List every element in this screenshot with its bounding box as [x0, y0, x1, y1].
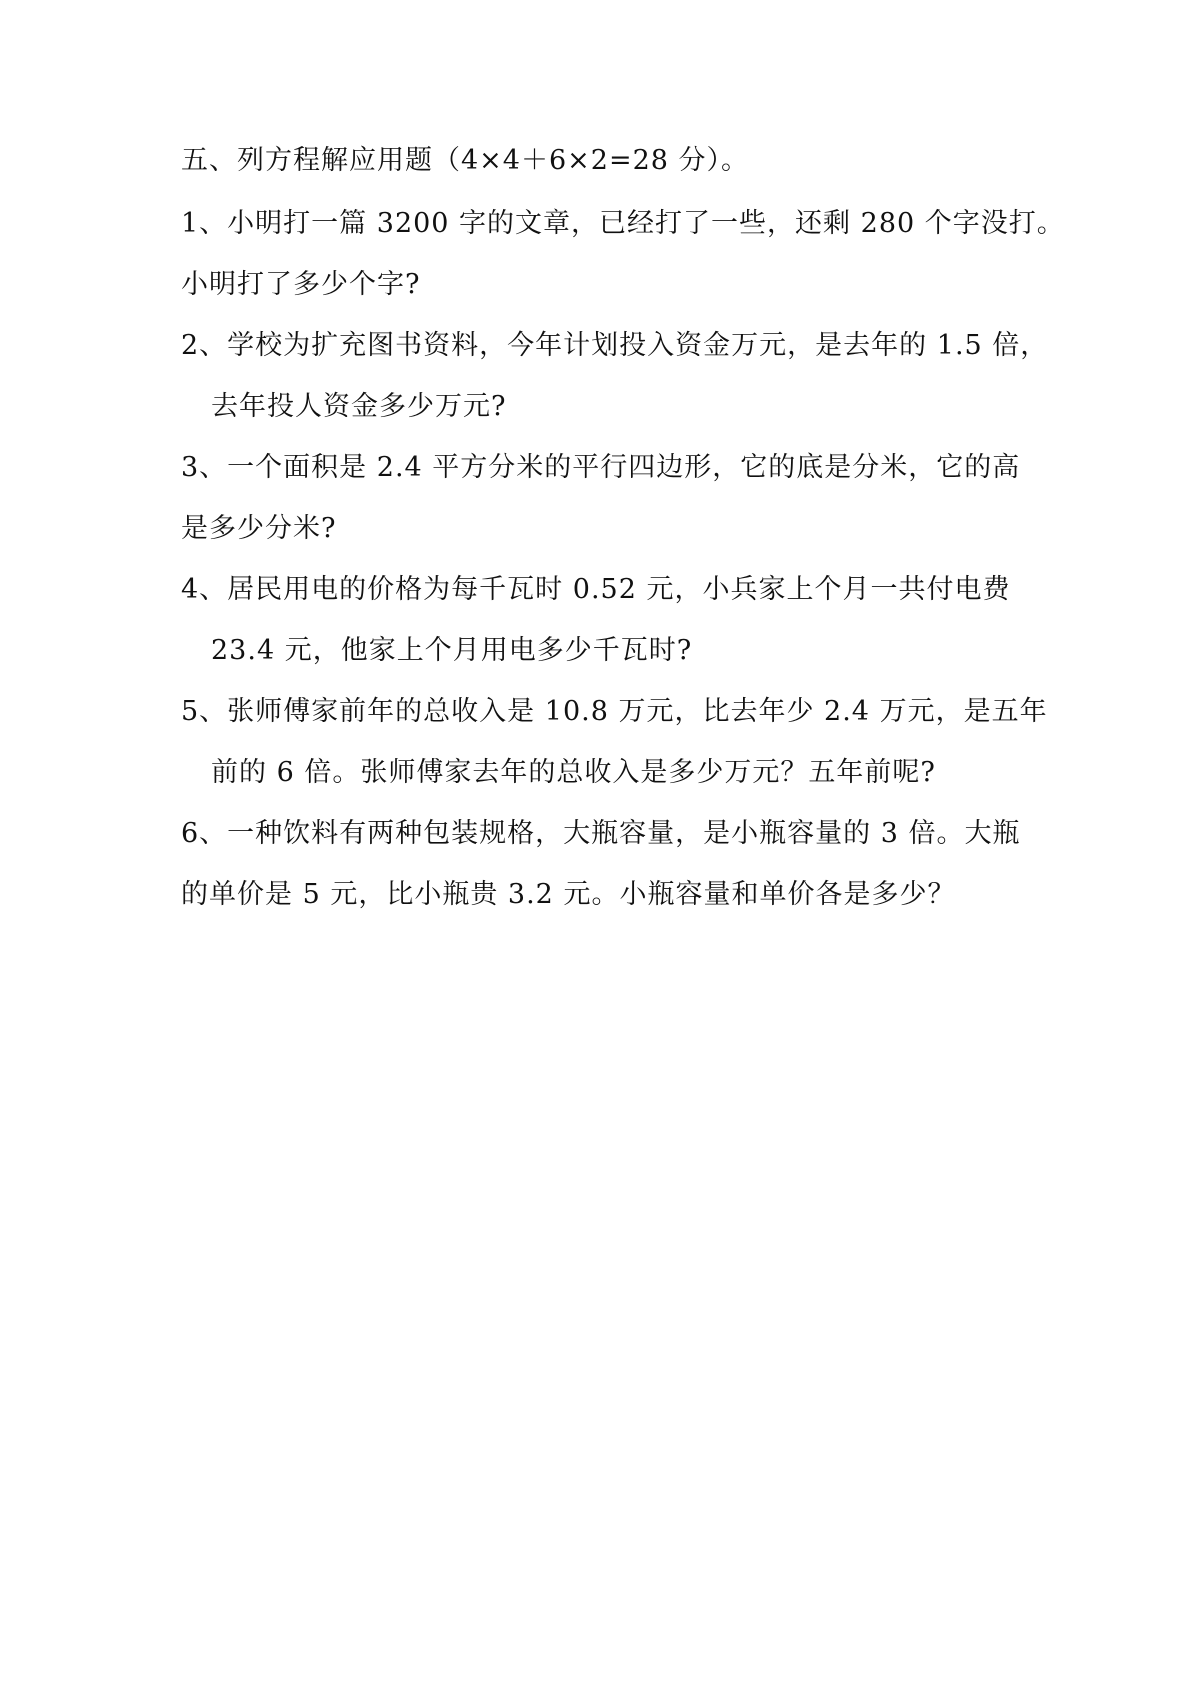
question-1-line-1: 1、小明打一篇 3200 字的文章，已经打了一些，还剩 280 个字没打。	[181, 208, 1065, 239]
question-3-line-2: 是多少分米?	[181, 513, 337, 544]
question-4-line-1: 4、居民用电的价格为每千瓦时 0.52 元，小兵家上个月一共付电费	[181, 574, 1011, 605]
question-2-line-1: 2、学校为扩充图书资料，今年计划投入资金万元，是去年的 1.5 倍，	[181, 330, 1049, 361]
question-2-line-2: 去年投人资金多少万元?	[211, 391, 507, 422]
question-1-line-2: 小明打了多少个字?	[181, 269, 421, 300]
question-6-line-1: 6、一种饮料有两种包装规格，大瓶容量，是小瓶容量的 3 倍。大瓶	[181, 818, 1021, 849]
question-3-line-1: 3、一个面积是 2.4 平方分米的平行四边形，它的底是分米，它的高	[181, 452, 1021, 483]
question-5-line-2: 前的 6 倍。张师傅家去年的总收入是多少万元？五年前呢?	[211, 757, 936, 788]
question-4-line-2: 23.4 元，他家上个月用电多少千瓦时?	[211, 635, 693, 666]
section-heading: 五、列方程解应用题（4×4＋6×2=28 分）。	[181, 145, 750, 176]
question-5-line-1: 5、张师傅家前年的总收入是 10.8 万元，比去年少 2.4 万元，是五年	[181, 696, 1048, 727]
question-6-line-2: 的单价是 5 元，比小瓶贵 3.2 元。小瓶容量和单价各是多少？	[181, 879, 956, 910]
